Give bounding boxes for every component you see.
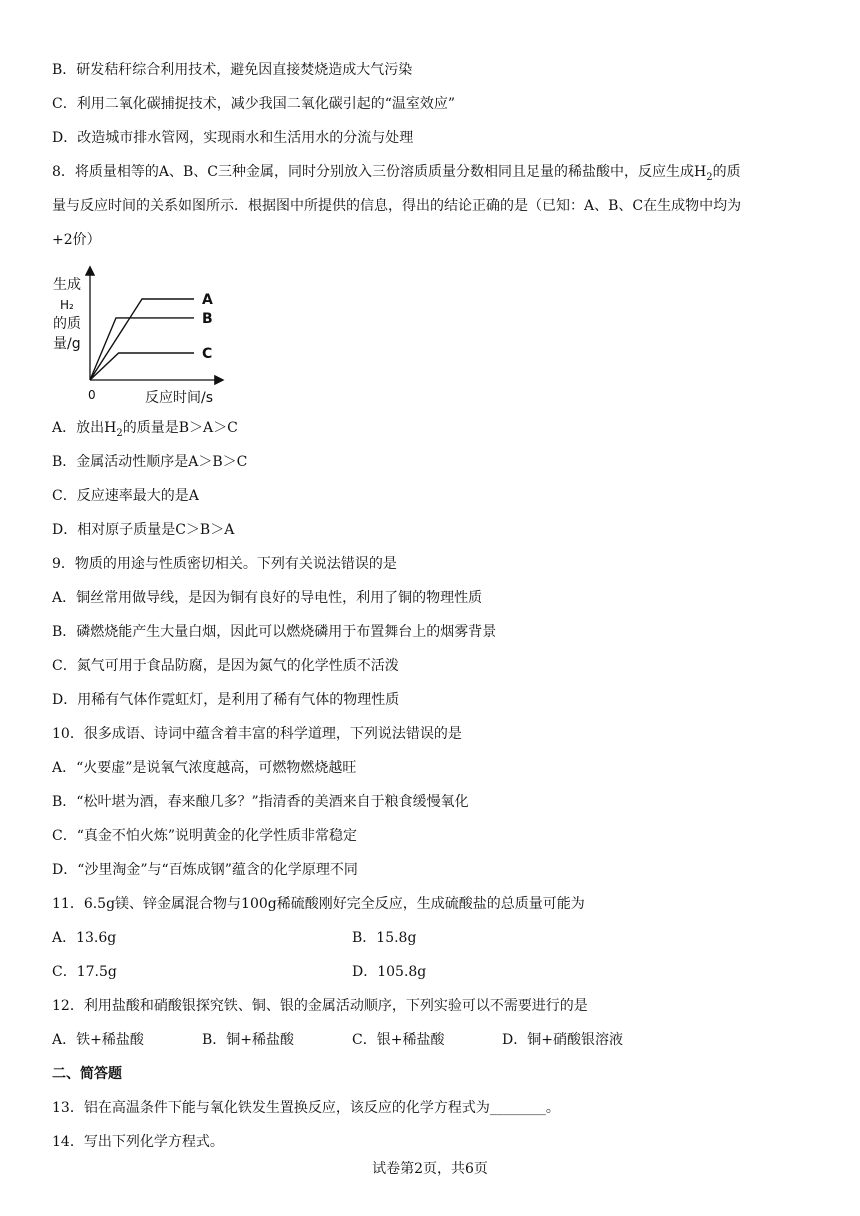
section-heading: 二、简答题 [52,1066,122,1082]
series-label-c: C [202,346,213,362]
series-line-c [90,353,194,380]
option-9d: D．用稀有气体作霓虹灯，是利用了稀有气体的物理性质 [52,692,400,708]
svg-text:H₂: H₂ [60,298,74,312]
series-label-a: A [202,292,213,308]
question-12-stem: 12．利用盐酸和硝酸银探究铁、铜、银的金属活动顺序，下列实验可以不需要进行的是 [52,998,588,1014]
option-8c: C．反应速率最大的是A [52,488,199,504]
option-8a: A．放出$H_2$的质量是B＞A＞C [52,420,238,439]
question-13: 13．铝在高温条件下能与氧化铁发生置换反应，该反应的化学方程式为________。 [52,1100,560,1116]
page-footer: 试卷第2页，共6页 [372,1161,488,1177]
option-10d: D．“沙里淘金”与“百炼成钢”蕴含的化学原理不同 [52,862,358,878]
option-7c: C．利用二氧化碳捕捉技术，减少我国二氧化碳引起的“温室效应” [52,96,456,112]
question-14: 14．写出下列化学方程式。 [52,1134,224,1150]
question-8-stem-line2: 量与反应时间的关系如图所示．根据图中所提供的信息，得出的结论正确的是（已知：A、B、C在生成物中均为 [52,198,742,214]
h2-mass-vs-time-chart [50,262,230,410]
question-11-stem: 11．6.5g镁、锌金属混合物与100g稀硫酸刚好完全反应，生成硫酸盐的总质量可能为 [52,896,585,912]
question-8-stem-line3: +2价） [52,232,101,248]
option-11a: A．13.6g [52,930,117,946]
x-axis-label: 反应时间/s [145,390,214,406]
option-8b: B．金属活动性顺序是A＞B＞C [52,454,248,470]
svg-text:量/g: 量/g [53,336,81,352]
option-7b: B．研发秸秆综合利用技术，避免因直接焚烧造成大气污染 [52,62,413,78]
option-10a: A．“火要虚”是说氧气浓度越高，可燃物燃烧越旺 [52,760,357,776]
question-10-stem: 10．很多成语、诗词中蕴含着丰富的科学道理，下列说法错误的是 [52,726,462,742]
option-8d: D．相对原子质量是C＞B＞A [52,522,235,538]
option-9c: C．氮气可用于食品防腐，是因为氮气的化学性质不活泼 [52,658,399,674]
option-10b: B．“松叶堪为酒，春来酿几多？”指清香的美酒来自于粮食缓慢氧化 [52,794,469,810]
option-12a: A．铁+稀盐酸 [52,1032,144,1048]
origin-label: 0 [88,388,96,402]
series-line-a [90,299,194,380]
series-line-b [90,318,194,380]
question-9-stem: 9．物质的用途与性质密切相关。下列有关说法错误的是 [52,556,397,572]
option-7d: D．改造城市排水管网，实现雨水和生活用水的分流与处理 [52,130,414,146]
option-12c: C．银+稀盐酸 [352,1032,445,1048]
option-12d: D．铜+硝酸银溶液 [502,1032,623,1048]
option-11c: C．17.5g [52,964,117,980]
option-10c: C．“真金不怕火炼”说明黄金的化学性质非常稳定 [52,828,358,844]
option-11b: B．15.8g [352,930,417,946]
question-8-stem-line1: 8．将质量相等的A、B、C三种金属，同时分别放入三份溶质质量分数相同且足量的稀盐酸中，反应生成$H_2$的质 [52,164,741,183]
option-9b: B．磷燃烧能产生大量白烟，因此可以燃烧磷用于布置舞台上的烟雾背景 [52,624,497,640]
option-9a: A．铜丝常用做导线，是因为铜有良好的导电性，利用了铜的物理性质 [52,590,483,606]
option-12b: B．铜+稀盐酸 [202,1032,295,1048]
option-11d: D．105.8g [352,964,427,980]
y-axis-label [53,276,81,352]
svg-text:的质: 的质 [53,316,81,332]
svg-text:生成: 生成 [53,277,81,293]
series-label-b: B [202,310,213,327]
